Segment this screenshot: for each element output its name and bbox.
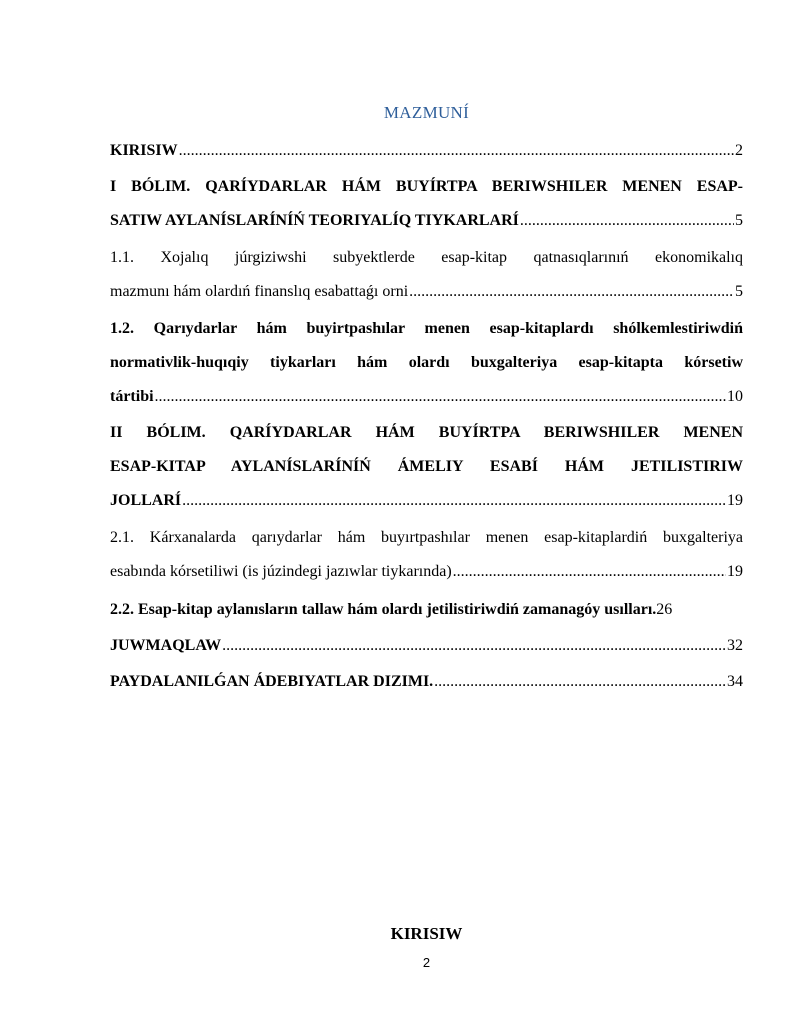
toc-entry-text-line: 1.1. Xojalıq júrgiziwshi subyektlerde esap-kitap qatnasıqlarınıń ekonomikalıq xyxy=(110,249,743,266)
table-of-contents xyxy=(110,134,743,699)
toc-page-number: 5 xyxy=(735,212,743,229)
document-page xyxy=(110,0,743,1035)
toc-entry-kirisiw[interactable] xyxy=(110,134,743,168)
toc-entry-section-1-2[interactable] xyxy=(110,312,743,414)
section-heading-kirisiw: KIRISIW xyxy=(390,924,463,943)
toc-page-number: 2 xyxy=(735,142,743,159)
toc-entry-text: KIRISIW xyxy=(110,142,178,159)
dot-leader xyxy=(155,380,726,414)
dot-leader xyxy=(222,629,726,663)
toc-page-number: 19 xyxy=(727,492,743,509)
toc-page-number: 5 xyxy=(735,283,743,300)
toc-entry-text-line: I BÓLIM. QARÍYDARLAR HÁM BUYÍRTPA BERIWSHILER MENEN ESAP- xyxy=(110,178,743,195)
toc-entry-text: mazmunı hám olardıń finanslıq esabattaǵı orni xyxy=(110,283,409,300)
dot-leader xyxy=(409,275,734,309)
toc-entry-text: JUWMAQLAW xyxy=(110,637,222,654)
toc-entry-section-2-2[interactable] xyxy=(110,593,743,627)
toc-entry-text: 2.2. Esap-kitap aylanısların tallaw hám olardı jetilistiriwdiń zamanagóy usılları. xyxy=(110,601,657,618)
toc-entry-text-line: normativlik-huqıqiy tiykarları hám olardı buxgalteriya esap-kitapta kórsetiw xyxy=(110,354,743,371)
toc-page-number: 34 xyxy=(727,673,743,690)
toc-entry-text: SATIW AYLANÍSLARÍNÍŃ TEORIYALÍQ TIYKARLARÍ xyxy=(110,212,519,229)
toc-entry-section-2-1[interactable] xyxy=(110,521,743,589)
toc-entry-text: esabında kórsetiliwi (is júzindegi jazıwlar tiykarında) xyxy=(110,563,452,580)
page-number: 2 xyxy=(422,955,431,970)
dot-leader xyxy=(453,555,726,589)
toc-title: MAZMUNÍ xyxy=(383,103,470,122)
dot-leader xyxy=(520,204,734,238)
toc-page-number: 10 xyxy=(727,388,743,405)
toc-entry-juwmaqlaw[interactable] xyxy=(110,629,743,663)
toc-page-number: 32 xyxy=(727,637,743,654)
toc-entry-text-line: II BÓLIM. QARÍYDARLAR HÁM BUYÍRTPA BERIWSHILER MENEN xyxy=(110,424,743,441)
toc-entry-text: tártibi xyxy=(110,388,154,405)
toc-entry-text-line: 1.2. Qarıydarlar hám buyirtpashılar menen esap-kitaplardı shólkemlestiriwdiń xyxy=(110,320,743,337)
toc-entry-text-line: ESAP-KITAP AYLANÍSLARÍNÍŃ ÁMELIY ESABÍ HÁM JETILISTIRIW xyxy=(110,458,743,475)
toc-entry-section-1-1[interactable] xyxy=(110,241,743,309)
dot-leader xyxy=(182,484,726,518)
toc-entry-text-line: 2.1. Kárxanalarda qarıydarlar hám buyırtpashılar menen esap-kitaplardiń buxgalteriya xyxy=(110,529,743,546)
toc-page-number: 19 xyxy=(727,563,743,580)
toc-page-number: 26 xyxy=(656,601,673,618)
dot-leader xyxy=(434,665,726,699)
toc-entry-text: PAYDALANILǴAN ÁDEBIYATLAR DIZIMI. xyxy=(110,673,434,690)
toc-entry-chapter-2[interactable] xyxy=(110,416,743,518)
toc-entry-chapter-1[interactable] xyxy=(110,170,743,238)
dot-leader xyxy=(179,134,734,168)
toc-entry-bibliography[interactable] xyxy=(110,665,743,699)
toc-entry-text: JOLLARÍ xyxy=(110,492,182,509)
